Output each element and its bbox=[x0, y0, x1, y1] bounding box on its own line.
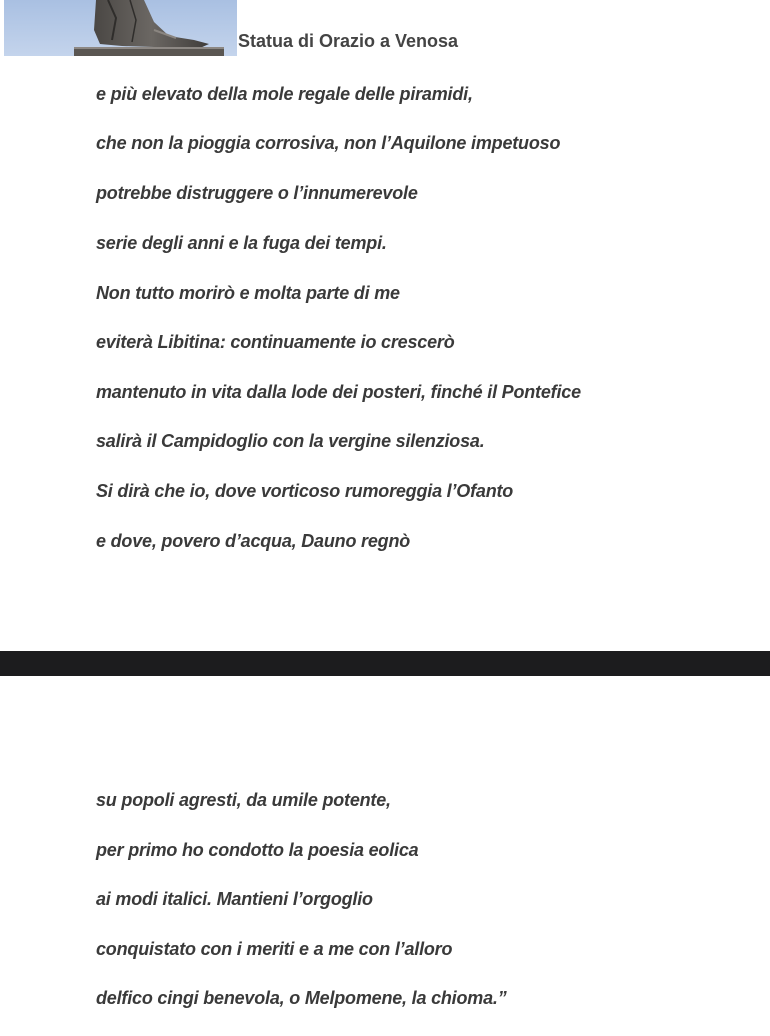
verse-line: e più elevato della mole regale delle piramidi, bbox=[96, 84, 473, 104]
verse-line: e dove, povero d’acqua, Dauno regnò bbox=[96, 531, 411, 551]
verse-line: eviterà Libitina: continuamente io crescerò bbox=[96, 332, 455, 352]
verse-line: serie degli anni e la fuga dei tempi. bbox=[96, 233, 387, 253]
verse-line: Non tutto morirò e molta parte di me bbox=[96, 283, 400, 303]
verse-line: che non la pioggia corrosiva, non l’Aquilone impetuoso bbox=[96, 133, 561, 153]
photo-caption: Statua di Orazio a Venosa bbox=[238, 31, 459, 51]
verse-line: delfico cingi benevola, o Melpomene, la chioma.” bbox=[96, 988, 507, 1008]
verse-line: conquistato con i meriti e a me con l’alloro bbox=[96, 939, 453, 959]
verse-line: potrebbe distruggere o l’innumerevole bbox=[96, 183, 418, 203]
page-divider bbox=[0, 651, 770, 676]
statue-image bbox=[4, 0, 237, 56]
verse-line: mantenuto in vita dalla lode dei posteri, finché il Pontefice bbox=[96, 382, 581, 402]
statue-photo bbox=[4, 0, 237, 56]
verse-line: Si dirà che io, dove vorticoso rumoreggia l’Ofanto bbox=[96, 481, 514, 501]
verse-line: salirà il Campidoglio con la vergine silenziosa. bbox=[96, 431, 485, 451]
verse-line: ai modi italici. Mantieni l’orgoglio bbox=[96, 889, 373, 909]
verse-line: per primo ho condotto la poesia eolica bbox=[96, 840, 419, 860]
verse-line: su popoli agresti, da umile potente, bbox=[96, 790, 391, 810]
